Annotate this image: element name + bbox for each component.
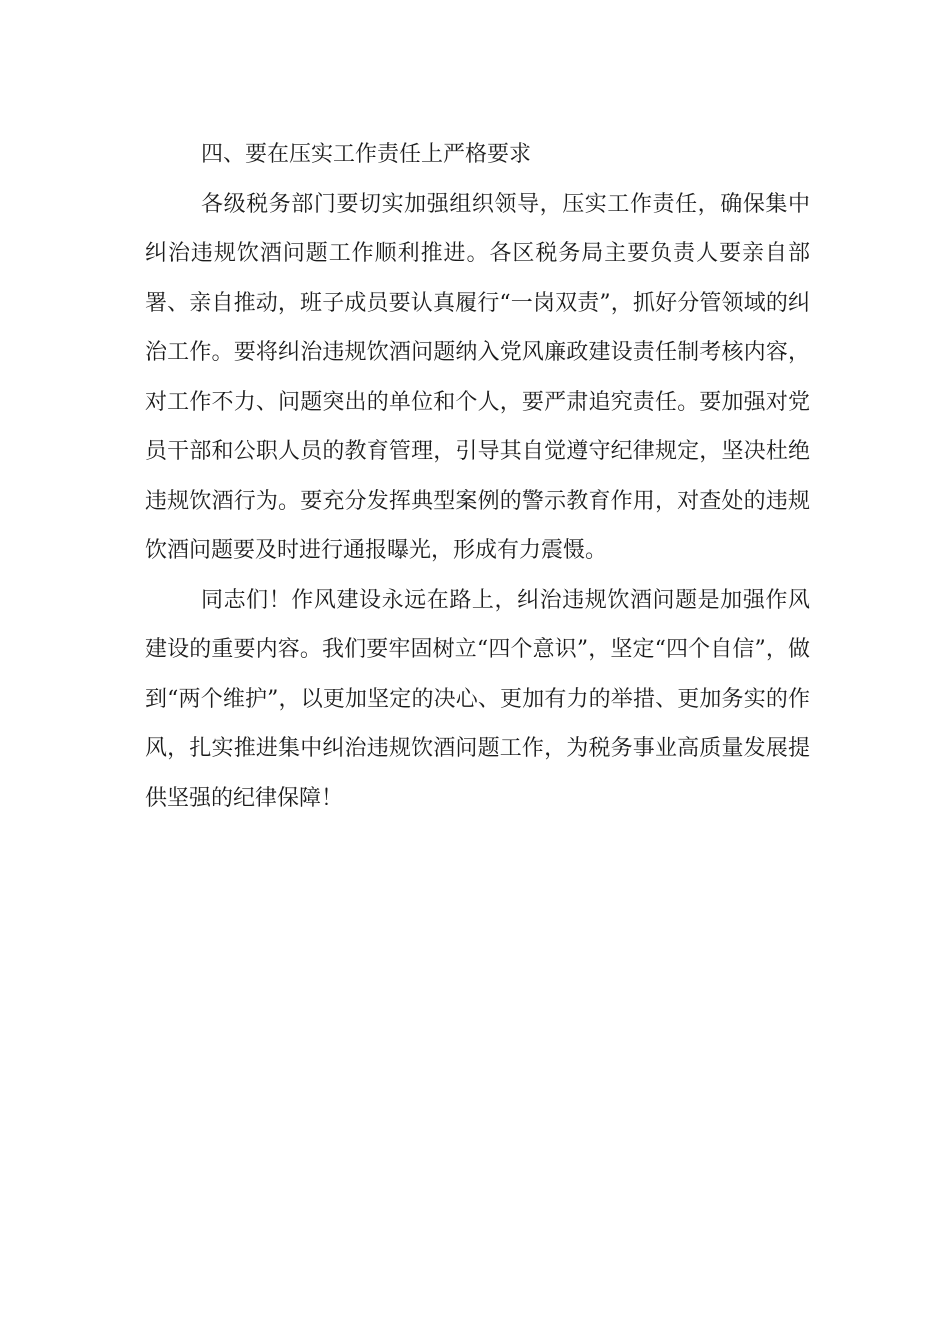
- section-heading: 四、要在压实工作责任上严格要求: [201, 142, 532, 167]
- paragraph-closing: 同志们！作风建设永远在路上，纠治违规饮酒问题是加强作风建设的重要内容。我们要牢固树立“四个意识”，坚定“四个自信”，做到“两个维护”，以更加坚定的决心、更加有力的举措、更加务实的作风，扎实推进集中纠治违规饮酒问题工作，为税务事业高质量发展提供坚强的纪律保障！: [145, 587, 810, 811]
- paragraph-responsibility: 各级税务部门要切实加强组织领导，压实工作责任，确保集中纠治违规饮酒问题工作顺利推进。各区税务局主要负责人要亲自部署、亲自推动，班子成员要认真履行“一岗双责”，抓好分管领域的纠治工作。要将纠治违规饮酒问题纳入党风廉政建设责任制考核内容，对工作不力、问题突出的单位和个人，要严肃追究责任。要加强对党员干部和公职人员的教育管理，引导其自觉遵守纪律规定，坚决杜绝违规饮酒行为。要充分发挥典型案例的警示教育作用，对查处的违规饮酒问题要及时进行通报曝光，形成有力震慑。: [145, 191, 810, 563]
- document-body: [145, 130, 810, 823]
